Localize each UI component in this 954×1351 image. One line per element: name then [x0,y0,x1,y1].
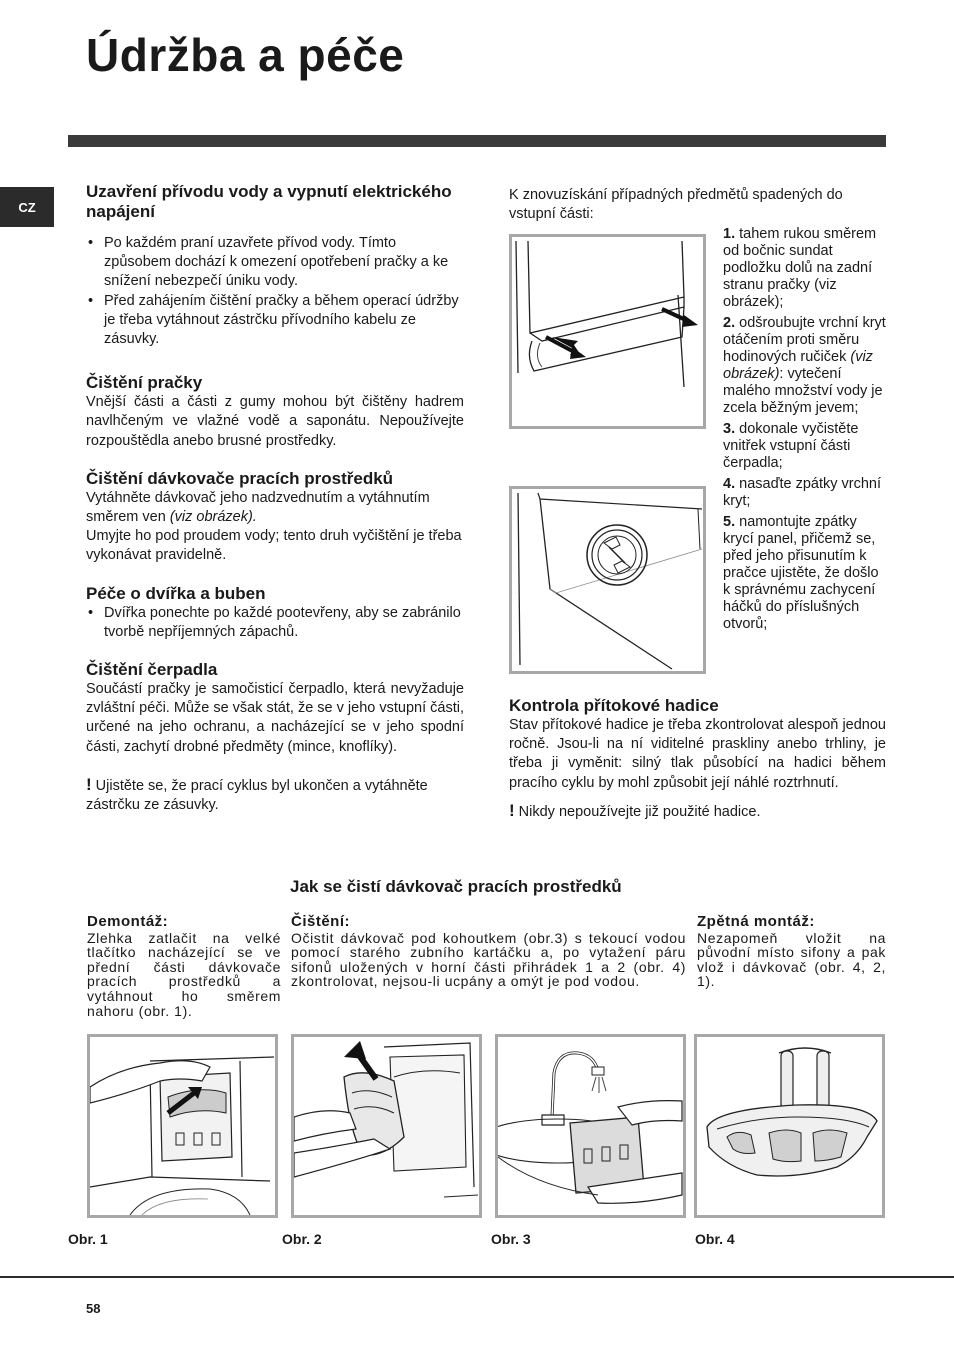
paragraph [86,489,464,527]
page-number: 58 [86,1301,101,1316]
section-title: Čištění pračky [86,373,203,393]
figure-1 [87,1034,278,1218]
step-number: 4. [723,476,736,492]
howto-title: Jak se čistí dávkovač pracích prostředků [290,877,622,896]
section-title: Kontrola přítokové hadice [509,696,719,715]
paragraph: Součástí pračky je samočisticí čerpadlo, která nevyžaduje zvláštní péči. Může se však stát, že se v jeho vstupní části, určené na jeho ochranu, a nacházející se v jeho spodní části, zachytí drobné předměty (mince, knoflíky). [86,681,464,755]
left-column [86,182,464,833]
step-item [723,315,888,417]
section-title: Čištění čerpadla [86,660,218,680]
figure-3 [495,1034,686,1218]
paragraph: Nezapomeň vložit na původní místo sifony a pak vlož i dávkovač (obr. 4, 2, 1). [697,929,886,990]
section-door-drum [86,584,464,642]
dispenser-removal-illustration [90,1037,275,1215]
step-text: nasaďte zpátky vrchní kryt; [723,476,882,509]
step-text: : vytečení malého množství vody je zcela běžným jevem; [723,366,883,416]
figure-4 [694,1034,885,1218]
pump-steps [723,226,888,637]
paragraph-italic: (viz obrázek). [169,509,257,526]
howto-disassembly [87,915,281,1018]
step-number: 3. [723,421,736,437]
bullet-list [86,234,464,349]
step-text: tahem rukou směrem od bočnic sundat podložku dolů na zadní stranu pračky (viz obrázek); [723,226,877,310]
dispenser-washing-illustration [498,1037,683,1215]
section-title: Péče o dvířka a buben [86,583,266,603]
dispenser-pull-illustration [294,1037,479,1215]
header-rule [68,135,886,147]
warning [86,775,464,815]
step-italic: (viz obrázek) [723,349,873,382]
language-tab: CZ [0,187,54,227]
subsection-title: Demontáž: [87,913,169,930]
paragraph: Očistit dávkovač pod kohoutkem (obr.3) s tekoucí vodou pomocí starého zubního kartáčku a, po vytažení páru sifonů uložených v horní části přihrádek 1 a 2 (obr. 4) zkontrolovat, nejsou-li ucpány a omýt je pod vodou. [291,929,686,990]
step-item [723,514,888,633]
section-title: Uzavření přívodu vody a vypnutí elektrického napájení [86,182,452,221]
paragraph: Stav přítokové hadice je třeba zkontrolovat alespoň jednou ročně. Jsou-li na ní viditelné praskliny anebo trhliny, je třeba ji vyměnit: silný tlak působící na hadici během pracího cyklu by mohl způsobit její náhlé roztrhnutí. [509,717,886,791]
siphon-reassembly-illustration [697,1037,882,1215]
howto-cleaning [291,915,686,989]
warning-icon: ! [509,800,515,820]
section-dispenser-cleaning [86,469,464,566]
paragraph: Umyjte ho pod proudem vody; tento druh vyčištění je třeba vykonávat pravidelně. [86,528,462,564]
step-text: odšroubujte vrchní kryt otáčením proti směru hodinových ručiček [723,315,886,365]
paragraph: Zlehka zatlačit na velké tlačítko nacházející se ve přední části dávkovače pracích prostředků a vytáhnout ho směrem nahoru (obr. 1). [87,929,281,1019]
subsection-title: Čištění: [291,913,351,930]
figure-pump-cover [509,486,706,674]
warning [509,801,886,822]
right-intro [509,186,886,224]
figure-caption-1: Obr. 1 [68,1231,108,1247]
step-number: 1. [723,226,736,242]
step-item [723,226,888,311]
step-number: 5. [723,514,736,530]
subsection-title: Zpětná montáž: [697,913,815,930]
figure-2 [291,1034,482,1218]
footer-rule [0,1276,954,1278]
step-text: namontujte zpátky krycí panel, přičemž se, před jeho přisunutím k pračce ujistěte, že došlo k správnému zachycení háčků do příslušných otvorů; [723,514,879,632]
section-title: Čištění dávkovače pracích prostředků [86,468,394,488]
list-item: • Dvířka ponechte po každé pootevřeny, aby se zabránilo tvorbě nepříjemných zápachů. [86,604,464,642]
paragraph-text: Vytáhněte dávkovač jeho nadzvednutím a vytáhnutím směrem ven [86,489,430,526]
section-water-power [86,182,464,349]
page-title: Údržba a péče [86,29,405,81]
figure-caption-4: Obr. 4 [695,1231,735,1247]
section-washer-cleaning [86,373,464,451]
warning-text: Nikdy nepoužívejte již použité hadice. [518,803,761,820]
list-item: • Před zahájením čištění pračky a během operací údržby je třeba vytáhnout zástrčku přívodního kabelu ze zásuvky. [86,292,464,350]
figure-caption-3: Obr. 3 [491,1231,531,1247]
warning-icon: ! [86,774,92,794]
step-number: 2. [723,315,736,331]
list-item: • Po každém praní uzavřete přívod vody. Tímto způsobem dochází k omezení opotřebení pračky a ke snížení nebezpečí úniku vody. [86,234,464,292]
step-text: dokonale vyčistěte vnitřek vstupní části čerpadla; [723,421,859,471]
step-item [723,421,888,472]
section-pump-cleaning [86,660,464,815]
howto-reassembly [697,915,886,989]
bullet-list [86,604,464,642]
paragraph: Vnější části a části z gumy mohou být čištěny hadrem navlhčeným ve vlažné vodě a saponátu. Nepoužívejte rozpouštědla anebo brusné prostředky. [86,394,464,449]
figure-caption-2: Obr. 2 [282,1231,322,1247]
pump-cover-illustration [512,489,703,671]
figure-panel-removal [509,234,706,429]
warning-text: Ujistěte se, že prací cyklus byl ukončen a vytáhněte zástrčku ze zásuvky. [86,777,428,814]
step-item [723,476,888,510]
paragraph: K znovuzískání případných předmětů spadených do vstupní části: [509,187,843,223]
section-hose-check [509,696,886,822]
panel-removal-illustration [512,237,703,426]
